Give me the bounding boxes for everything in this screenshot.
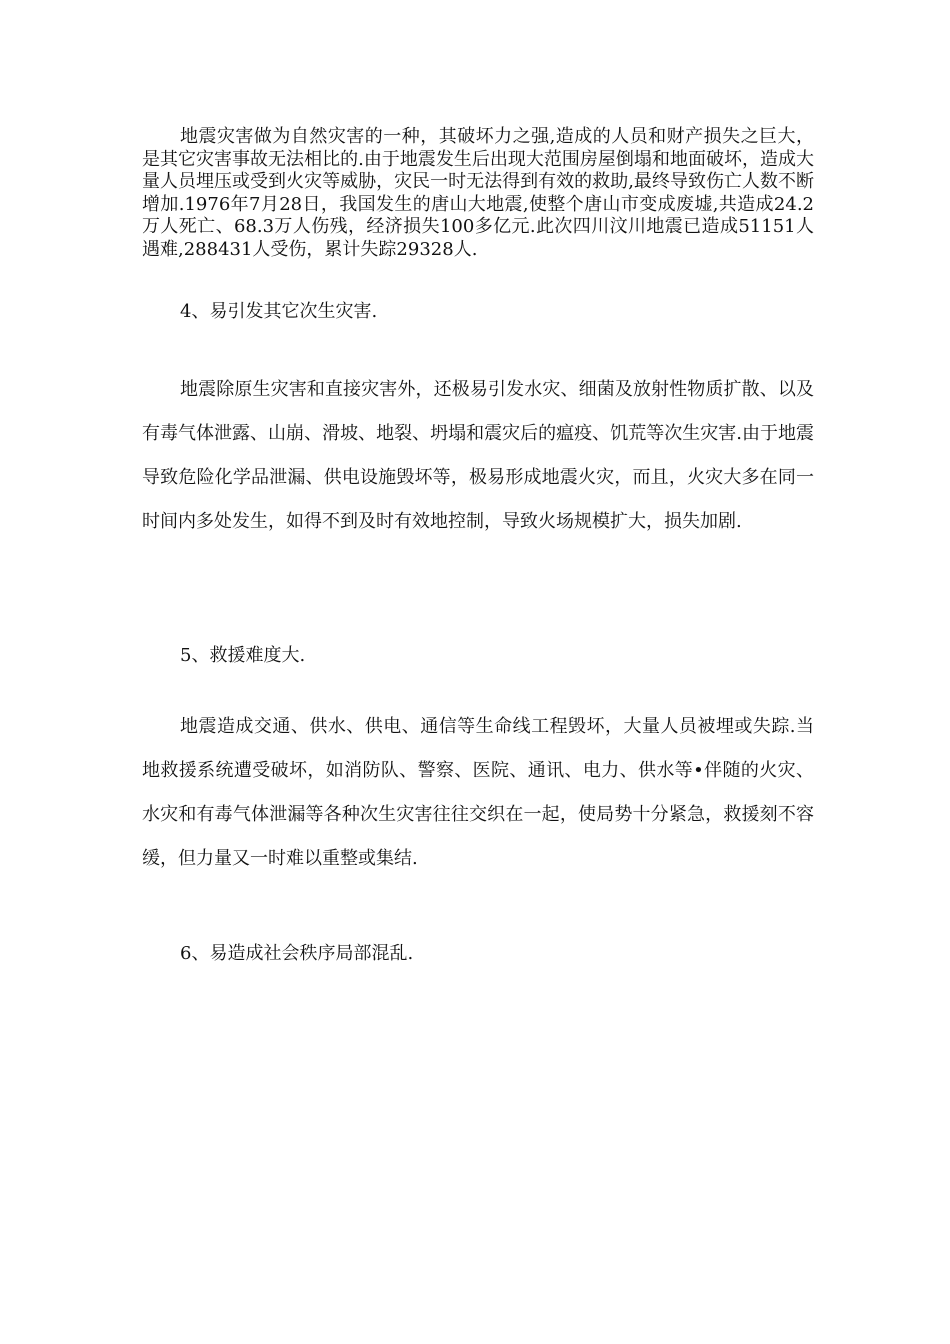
section-heading-6: 6、易造成社会秩序局部混乱. [180,943,414,964]
section-heading-5: 5、救援难度大. [180,645,306,666]
section-body-5: 地震造成交通、供水、供电、通信等生命线工程毁坏，大量人员被埋或失踪.当地救援系统遭受破坏，如消防队、警察、医院、通讯、电力、供水等•伴随的火灾、水灾和有毒气体泄漏等各种次生灾害往往交织在一起，使局势十分紧急，救援刻不容缓，但力量又一时难以重整或集结. [142,716,814,869]
intro-paragraph: 地震灾害做为自然灾害的一种，其破坏力之强,造成的人员和财产损失之巨大，是其它灾害事故无法相比的.由于地震发生后出现大范围房屋倒塌和地面破坏，造成大量人员埋压或受到火灾等威胁，灾民一时无法得到有效的救助,最终导致伤亡人数不断增加.1976年7月28日，我国发生的唐山大地震,使整个唐山市变成废墟,共造成24.2万人死亡、68.3万人伤残，经济损失100多亿元.此次四川汶川地震已造成51151人遇难,288431人受伤，累计失踪29328人. [142,126,814,260]
section-heading-4: 4、易引发其它次生灾害. [180,301,378,322]
section-body-4: 地震除原生灾害和直接灾害外，还极易引发水灾、细菌及放射性物质扩散、以及有毒气体泄露、山崩、滑坡、地裂、坍塌和震灾后的瘟疫、饥荒等次生灾害.由于地震导致危险化学品泄漏、供电设施毁坏等，极易形成地震火灾，而且，火灾大多在同一时间内多处发生，如得不到及时有效地控制，导致火场规模扩大，损失加剧. [142,379,814,532]
